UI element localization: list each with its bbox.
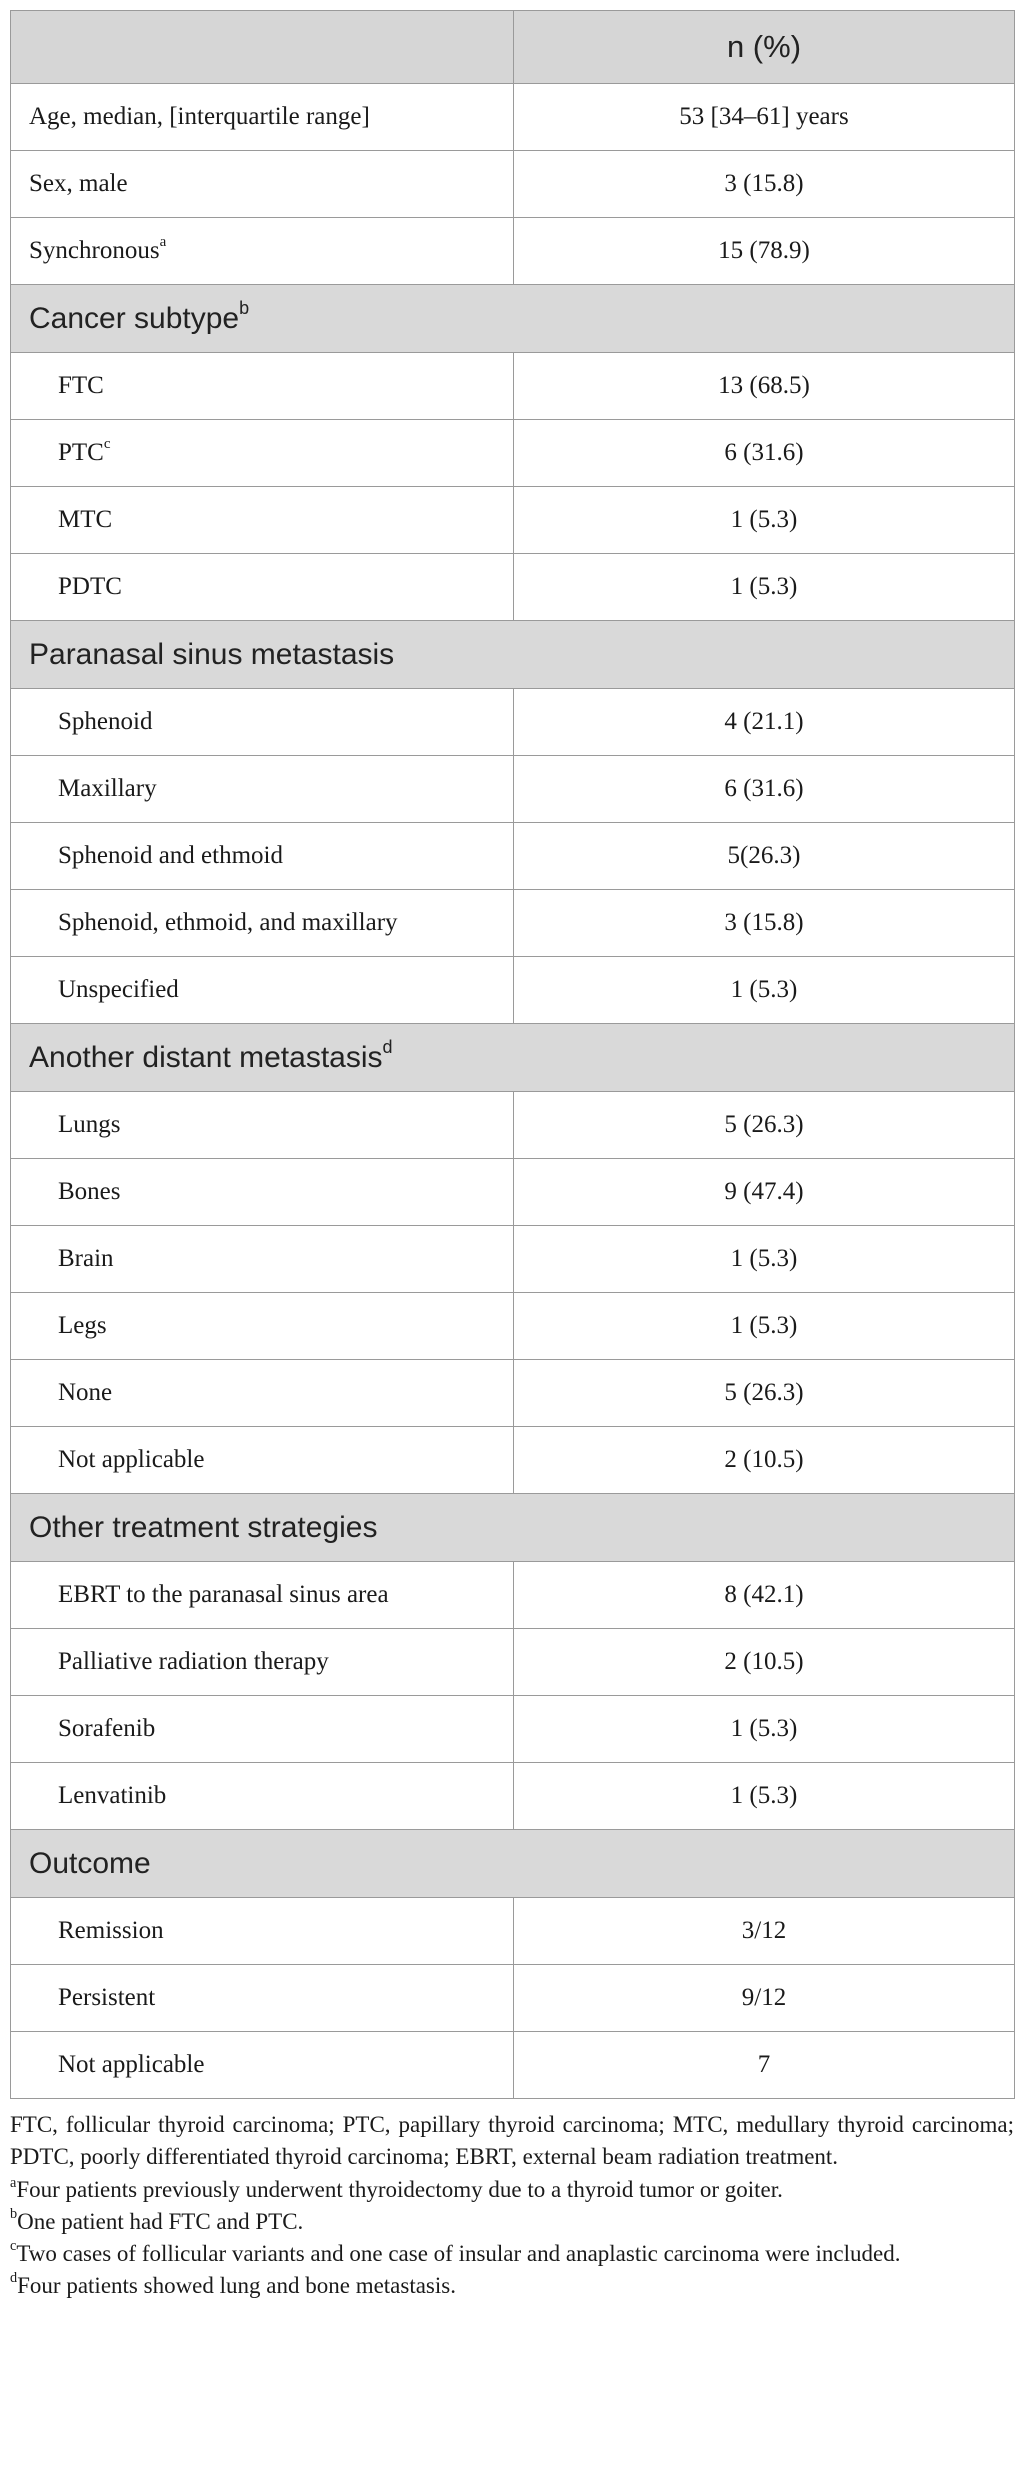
- row-label: [11, 689, 514, 756]
- row-label-text: Sphenoid and ethmoid: [58, 842, 283, 869]
- table-row: [11, 890, 1015, 957]
- table-row-synchronous: [11, 218, 1015, 285]
- footnote-text: Four patients showed lung and bone metastasis.: [17, 2272, 456, 2298]
- row-label: [11, 1763, 514, 1830]
- section-title-text: Outcome: [29, 1846, 151, 1880]
- footnote-marker: a: [159, 234, 167, 251]
- footnote-text: One patient had FTC and PTC.: [17, 2209, 304, 2235]
- row-value: 2 (10.5): [514, 1629, 1015, 1696]
- row-label: [11, 218, 514, 285]
- row-label: Age, median, [interquartile range]: [11, 84, 514, 151]
- row-label: [11, 1092, 514, 1159]
- row-value: 1 (5.3): [514, 487, 1015, 554]
- footnote-item: [10, 2238, 1014, 2270]
- row-value: 5(26.3): [514, 823, 1015, 890]
- row-label-text: Sphenoid: [58, 708, 153, 735]
- row-value: 9/12: [514, 1965, 1015, 2032]
- row-label: [11, 420, 514, 487]
- row-label-text: FTC: [58, 372, 104, 399]
- row-value: 8 (42.1): [514, 1562, 1015, 1629]
- row-value: 9 (47.4): [514, 1159, 1015, 1226]
- row-label-text: Legs: [58, 1312, 107, 1339]
- table-row: [11, 1226, 1015, 1293]
- section-title: [11, 621, 1015, 689]
- row-label: [11, 1293, 514, 1360]
- table-row: [11, 1898, 1015, 1965]
- row-label: [11, 1629, 514, 1696]
- row-label: [11, 1562, 514, 1629]
- row-label: [11, 823, 514, 890]
- section-header-row: [11, 1024, 1015, 1092]
- table-row: [11, 1562, 1015, 1629]
- row-label: [11, 1159, 514, 1226]
- row-label-text: Lungs: [58, 1111, 121, 1138]
- footnote-mark: a: [10, 2174, 17, 2191]
- table-row: [11, 1159, 1015, 1226]
- row-value: 1 (5.3): [514, 554, 1015, 621]
- table-row: [11, 1965, 1015, 2032]
- row-label-text: Maxillary: [58, 775, 157, 802]
- row-value: 5 (26.3): [514, 1360, 1015, 1427]
- table-row: [11, 1092, 1015, 1159]
- table-row: [11, 420, 1015, 487]
- row-label-text: Not applicable: [58, 2051, 205, 2078]
- row-label: [11, 1360, 514, 1427]
- row-label: [11, 890, 514, 957]
- table-header-row: [11, 11, 1015, 84]
- row-label-text: Synchronous: [29, 237, 160, 264]
- row-label: [11, 1965, 514, 2032]
- table-row: [11, 554, 1015, 621]
- footnote-abbreviations: FTC, follicular thyroid carcinoma; PTC, papillary thyroid carcinoma; MTC, medullary thyroid carcinoma; PDTC, poorly differentiated thyroid carcinoma; EBRT, external beam radiation treatment.: [10, 2112, 1014, 2169]
- section-header-row: [11, 621, 1015, 689]
- table-row: [11, 823, 1015, 890]
- row-value: 3 (15.8): [514, 890, 1015, 957]
- row-value: 1 (5.3): [514, 1696, 1015, 1763]
- row-label: [11, 2032, 514, 2099]
- section-title: [11, 1494, 1015, 1562]
- row-label-text: Unspecified: [58, 976, 179, 1003]
- section-title: [11, 285, 1015, 353]
- footnote-list: [10, 2174, 1014, 2301]
- row-label-text: Sorafenib: [58, 1715, 156, 1742]
- row-label: [11, 1898, 514, 1965]
- row-value: 1 (5.3): [514, 957, 1015, 1024]
- row-label: [11, 353, 514, 420]
- row-label: Sex, male: [11, 151, 514, 218]
- footnote-mark: c: [10, 2238, 17, 2255]
- table-row: [11, 1629, 1015, 1696]
- section-header-row: [11, 1830, 1015, 1898]
- footnote-item: [10, 2206, 1014, 2238]
- footnote-marker: b: [239, 297, 250, 318]
- footnote-marker: c: [103, 436, 111, 453]
- row-label: [11, 1427, 514, 1494]
- row-value: 7: [514, 2032, 1015, 2099]
- footnote-item: [10, 2174, 1014, 2206]
- footnote-marker: d: [382, 1036, 393, 1057]
- row-value: 53 [34–61] years: [514, 84, 1015, 151]
- table-row-sex: [11, 151, 1015, 218]
- row-label-text: EBRT to the paranasal sinus area: [58, 1581, 389, 1608]
- header-cell-blank: [11, 11, 514, 84]
- row-value: 1 (5.3): [514, 1226, 1015, 1293]
- row-label-text: PDTC: [58, 573, 122, 600]
- table-row: [11, 1360, 1015, 1427]
- row-label-text: Brain: [58, 1245, 114, 1272]
- section-header-row: [11, 1494, 1015, 1562]
- table-row: [11, 353, 1015, 420]
- table-row-age: [11, 84, 1015, 151]
- section-title-text: Paranasal sinus metastasis: [29, 637, 395, 671]
- footnote-text: Two cases of follicular variants and one case of insular and anaplastic carcinoma were included.: [16, 2240, 901, 2266]
- row-value: 6 (31.6): [514, 756, 1015, 823]
- row-label-text: Remission: [58, 1917, 164, 1944]
- row-label: [11, 554, 514, 621]
- row-label-text: Persistent: [58, 1984, 156, 2011]
- row-label: [11, 1226, 514, 1293]
- row-value: 1 (5.3): [514, 1293, 1015, 1360]
- row-label: [11, 957, 514, 1024]
- table-row: [11, 2032, 1015, 2099]
- table-row: [11, 1427, 1015, 1494]
- row-value: 3 (15.8): [514, 151, 1015, 218]
- table-row: [11, 1293, 1015, 1360]
- row-label-text: Sphenoid, ethmoid, and maxillary: [58, 909, 398, 936]
- row-label-text: None: [58, 1379, 113, 1406]
- row-value: 6 (31.6): [514, 420, 1015, 487]
- section-header-row: [11, 285, 1015, 353]
- row-value: 1 (5.3): [514, 1763, 1015, 1830]
- table-row: [11, 957, 1015, 1024]
- row-label-text: MTC: [58, 506, 113, 533]
- table-row: [11, 487, 1015, 554]
- row-value: 2 (10.5): [514, 1427, 1015, 1494]
- row-value: 4 (21.1): [514, 689, 1015, 756]
- row-label: [11, 487, 514, 554]
- row-label-text: Lenvatinib: [58, 1782, 167, 1809]
- row-label-text: Bones: [58, 1178, 121, 1205]
- footnote-mark: b: [10, 2206, 18, 2223]
- header-cell-n-percent: n (%): [514, 11, 1015, 84]
- footnote-item: [10, 2270, 1014, 2302]
- row-label: [11, 1696, 514, 1763]
- table-footnotes: [10, 2109, 1014, 2301]
- row-value: 13 (68.5): [514, 353, 1015, 420]
- table-row: [11, 1696, 1015, 1763]
- row-value: 5 (26.3): [514, 1092, 1015, 1159]
- section-title-text: Another distant metastasis: [29, 1040, 383, 1074]
- table-row: [11, 689, 1015, 756]
- table-body: [11, 84, 1015, 2099]
- row-label: [11, 756, 514, 823]
- footnote-text: Four patients previously underwent thyroidectomy due to a thyroid tumor or goiter.: [16, 2177, 783, 2203]
- section-title-text: Cancer subtype: [29, 301, 240, 335]
- row-label-text: Palliative radiation therapy: [58, 1648, 329, 1675]
- table-row: [11, 756, 1015, 823]
- row-label-text: Not applicable: [58, 1446, 205, 1473]
- table-page: [10, 10, 1014, 2301]
- table-row: [11, 1763, 1015, 1830]
- section-title: [11, 1830, 1015, 1898]
- row-label-text: PTC: [58, 439, 104, 466]
- section-title: [11, 1024, 1015, 1092]
- section-title-text: Other treatment strategies: [29, 1510, 378, 1544]
- footnote-mark: d: [10, 2269, 18, 2286]
- row-value: 15 (78.9): [514, 218, 1015, 285]
- characteristics-table: [10, 10, 1015, 2099]
- row-value: 3/12: [514, 1898, 1015, 1965]
